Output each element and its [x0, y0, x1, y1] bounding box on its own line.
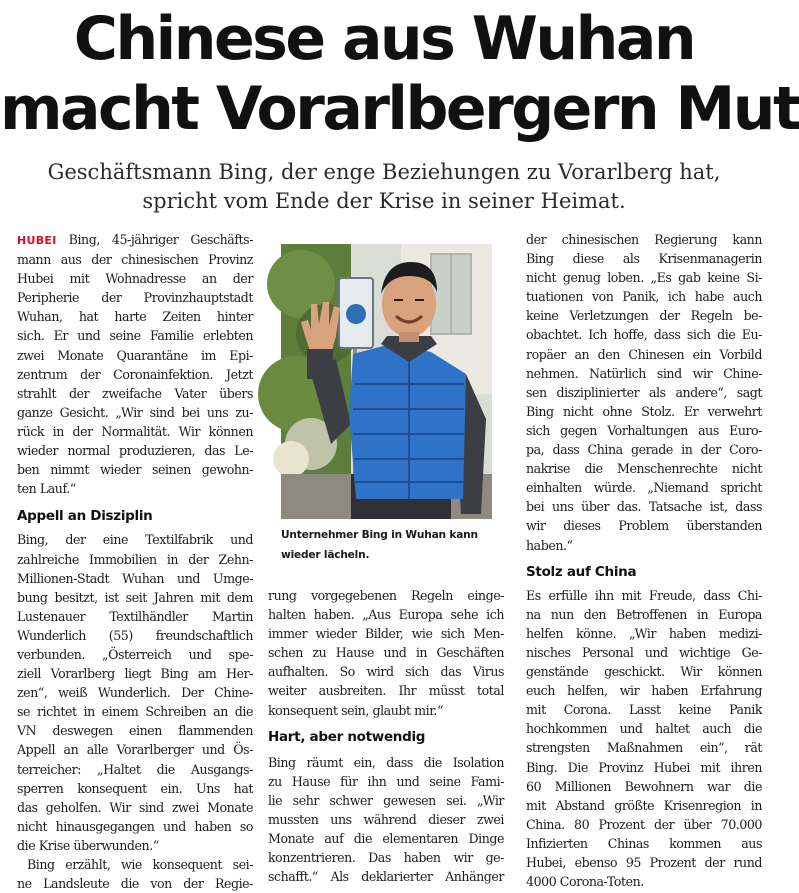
text-line: lie sehr schwer gewesen sei. „Wir	[268, 792, 504, 808]
subhead-stolz-auf-china: Stolz auf China	[526, 563, 637, 580]
text-line: nehmen. Natürlich sind wir Chine-	[526, 365, 762, 381]
text-line: nisches Personal und wichtige Ge-	[526, 644, 762, 660]
text-line: Bing diese als Krisenmanagerin	[526, 251, 762, 267]
column-2-paragraph-a	[268, 586, 504, 720]
text-line: Bing nicht ohne Stolz. Er verwehrt	[526, 403, 762, 419]
text-line: Hubei, ebenso 95 Prozent der rund	[526, 855, 762, 870]
text-line: mussten uns während dieser zwei	[268, 812, 504, 828]
subhead-hart-aber-notwendig: Hart, aber notwendig	[268, 728, 426, 745]
photo-caption-line-1: Unternehmer Bing in Wuhan kann	[281, 529, 478, 541]
text-line: zen“, weiß Wunderlich. Der Chine-	[17, 685, 253, 701]
text-line: zu Hause für ihn und seine Fami-	[268, 773, 504, 789]
text-line: zahlreiche Immobilien in der Zehn-	[17, 551, 253, 567]
text-line: ten Lauf.“	[17, 481, 76, 497]
article-column-1	[17, 230, 253, 893]
text-line: ropäer an den Chinesen ein Vorbild	[526, 346, 762, 362]
headline-line-1: Chinese aus Wuhan	[73, 4, 695, 74]
text-line: terreicher: „Haltet die Ausgangs-	[17, 761, 253, 777]
text-line: ben nimmt wieder seinen gewohn-	[17, 462, 253, 478]
text-line: nicht hinausgegangen und haben so	[17, 818, 253, 834]
text-line: schen zu Hause und in Geschäften	[268, 645, 504, 661]
article-lead-line	[17, 230, 253, 250]
text-line: tuationen von Panik, ich habe auch	[526, 289, 762, 305]
text-line: ganze Gesicht. „Wir sind bei uns zu-	[17, 404, 253, 420]
column-3-paragraph-a	[526, 230, 762, 555]
text-line: konzentrieren. Das haben wir ge-	[268, 850, 504, 866]
text-line: bung besitzt, ist seit Jahren mit dem	[17, 589, 253, 605]
lead-text: Bing, 45-jähriger Geschäfts-	[56, 232, 253, 247]
text-line: wir dieses Problem überstanden	[526, 518, 762, 534]
text-line: 60 Millionen Bewohnern war die	[526, 778, 762, 794]
text-line: strahlt der zweifache Vater übers	[17, 385, 253, 401]
text-line: keine Verletzungen der Regeln be-	[526, 308, 762, 324]
text-line: die Krise überwunden.“	[17, 837, 159, 853]
text-line: sen disziplinierter als andere“, sagt	[526, 384, 762, 400]
text-line: konsequent sein, glaubt mir.“	[268, 702, 443, 718]
text-line: nicht genug loben. „Es gab keine Si-	[526, 270, 762, 286]
text-line: rung vorgegebenen Regeln einge-	[268, 588, 504, 603]
text-line: aufhalten. So wird sich das Virus	[268, 664, 504, 680]
text-line: zentrum der Coronainfektion. Jetzt	[17, 366, 253, 382]
article-column-2	[268, 586, 504, 886]
text-line: einhalten würde. „Niemand spricht	[526, 480, 762, 496]
photo-unternehmer-bing	[281, 244, 492, 519]
text-line: na nun den Betroffenen in Europa	[526, 606, 762, 622]
text-line: rück in der Normalität. Wir können	[17, 423, 253, 439]
text-line: immer wieder Bilder, wie sich Men-	[268, 626, 504, 642]
text-line: zwei Monate Quarantäne im Epi-	[17, 347, 253, 363]
text-line: 4000 Corona-Toten.	[526, 874, 644, 890]
text-line: mit Abstand größte Krisenregion in	[526, 797, 762, 813]
text-line: Bing erzählt, wie konsequent sei-	[27, 857, 253, 872]
text-line: Monate auf die elementaren Dinge	[268, 831, 504, 847]
column-2-paragraph-b	[268, 753, 504, 887]
article-column-3	[526, 230, 762, 891]
text-line: Appell an alle Vorarlberger und Ös-	[17, 742, 253, 758]
text-line: Bing, der eine Textilfabrik und	[17, 532, 253, 548]
text-line: Lustenauer Textilhändler Martin	[17, 608, 253, 624]
text-line: mann aus der chinesischen Provinz	[17, 252, 253, 268]
text-line: pa, dass China gerade in der Coro-	[526, 442, 762, 458]
text-line: Es erfülle ihn mit Freude, dass Chi-	[526, 587, 762, 603]
subheadline-line-2: spricht vom Ende der Krise in seiner Heimat.	[142, 189, 626, 213]
text-line: Infizierten Chinas kommen aus	[526, 835, 762, 851]
headline-line-2: macht Vorarlbergern Mut	[0, 74, 799, 144]
text-line: weiter ausbreiten. Ihr müsst total	[268, 683, 504, 699]
text-line: ziell Vorarlberg liegt Bing am Her-	[17, 666, 253, 682]
text-line: verbunden. „Österreich und spe-	[17, 646, 253, 662]
subhead-appell-an-disziplin: Appell an Disziplin	[17, 508, 153, 525]
text-line: ne Landsleute die von der Regie-	[17, 876, 253, 892]
text-line: sich. Er und seine Familie erlebten	[17, 328, 253, 344]
text-line: das geholfen. Wir sind zwei Monate	[17, 799, 253, 815]
text-line: Hubei mit Wohnadresse an der	[17, 271, 253, 287]
text-line: schafft.“ Als deklarierter Anhänger	[268, 869, 504, 885]
text-line: wieder normal produzieren, das Le-	[17, 443, 253, 459]
text-line: Millionen-Stadt Wuhan und Umge-	[17, 570, 253, 586]
column-1-paragraph-a	[17, 250, 253, 498]
column-1-paragraph-b	[17, 530, 253, 893]
text-line: euch helfen, wir haben Erfahrung	[526, 683, 762, 699]
text-line: der chinesischen Regierung kann	[526, 232, 762, 247]
text-line: Peripherie der Provinzhauptstadt	[17, 290, 253, 306]
text-line: obachtet. Ich hoffe, dass sich die Eu-	[526, 327, 762, 343]
text-line: sperren konsequent ein. Uns hat	[17, 780, 253, 796]
text-line: mit Corona. Lasst keine Panik	[526, 702, 762, 718]
text-line: Wuhan, hat harte Zeiten hinter	[17, 309, 253, 325]
text-line: bei uns über das. Tatsache ist, dass	[526, 499, 762, 515]
text-line: helfen könne. „Wir haben medizi-	[526, 625, 762, 641]
text-line: nakrise die Menschenrechte nicht	[526, 461, 762, 477]
text-line: Wunderlich (55) freundschaftlich	[17, 627, 253, 643]
text-line: Bing. Die Provinz Hubei mit ihren	[526, 759, 762, 775]
text-line: hochkommen und haltet auch die	[526, 721, 762, 737]
photo-caption-line-2: wieder lächeln.	[281, 549, 370, 561]
text-line: strengsten Maßnahmen ein“, rät	[526, 740, 762, 756]
column-3-paragraph-b	[526, 586, 762, 892]
subheadline-line-1: Geschäftsmann Bing, der enge Beziehungen zu Vorarlberg hat,	[47, 160, 721, 184]
photo-illustration	[281, 244, 492, 519]
photo-caption	[281, 525, 496, 565]
text-line: halten haben. „Aus Europa sehe ich	[268, 607, 504, 623]
text-line: se richtet in einem Schreiben an die	[17, 704, 253, 720]
text-line: sich gegen Vorhaltungen aus Euro-	[526, 422, 762, 438]
text-line: genstände geschickt. Wir können	[526, 664, 762, 680]
text-line: China. 80 Prozent der über 70.000	[526, 816, 762, 832]
dateline: HUBEI	[17, 234, 57, 247]
text-line: Bing räumt ein, dass die Isolation	[268, 754, 504, 770]
text-line: VN deswegen einen flammenden	[17, 723, 253, 739]
text-line: haben.“	[526, 537, 573, 553]
